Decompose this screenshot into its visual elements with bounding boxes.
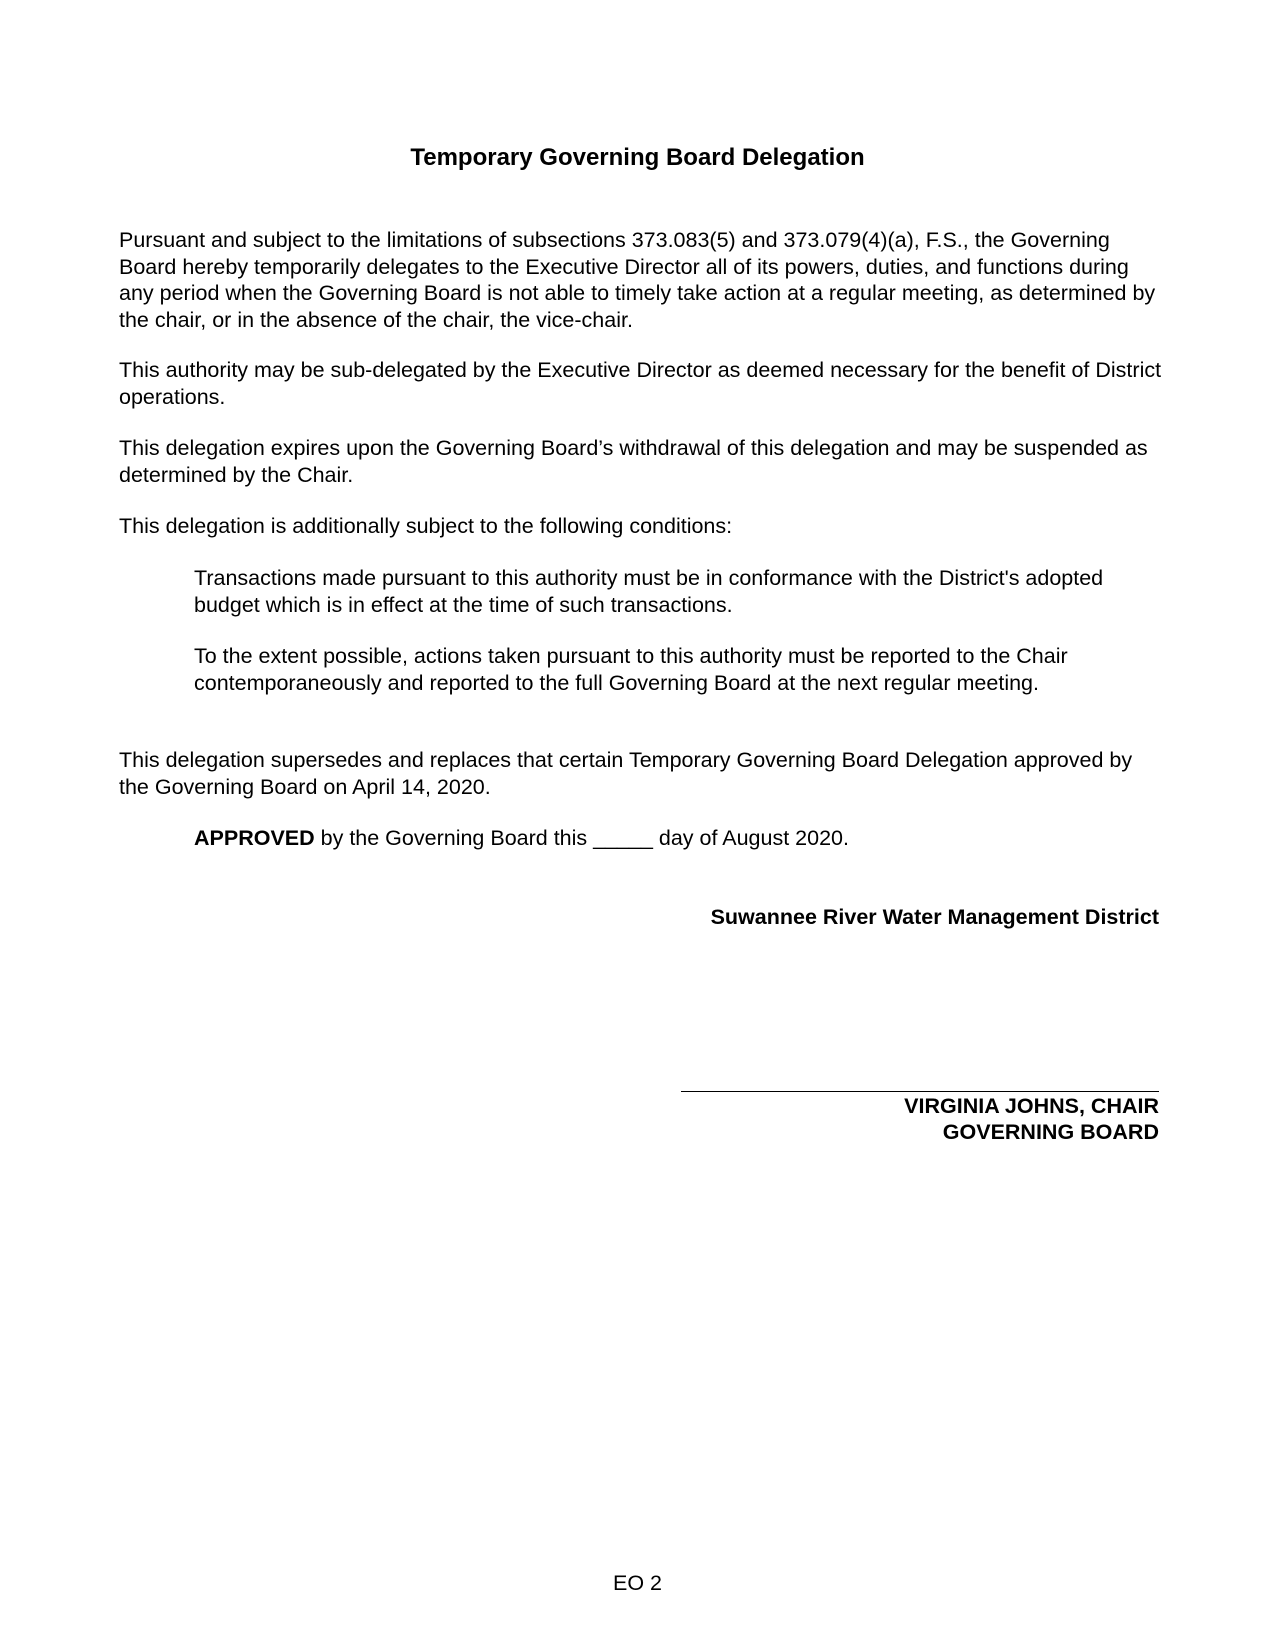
organization-name: Suwannee River Water Management District: [710, 905, 1159, 929]
paragraph-conditions-intro: This delegation is additionally subject to the following conditions:: [119, 514, 733, 538]
paragraph-sub-delegation: This authority may be sub-delegated by the Executive Director as deemed necessary for the benefit of District operations.: [119, 358, 1162, 409]
paragraph-authority: Pursuant and subject to the limitations of subsections 373.083(5) and 373.079(4)(a), F.S., the Governing Board hereby temporarily delegates to the Executive Director all of its powers, duties, and functions during any period when the Governing Board is not able to timely take action at a regular meeting, as determined by the chair, or in the absence of the chair, the vice-chair.: [119, 228, 1156, 332]
approval-bold-label: APPROVED: [194, 826, 315, 850]
condition-budget: Transactions made pursuant to this authority must be in conformance with the District's adopted budget which is in effect at the time of such transactions.: [194, 566, 1104, 617]
paragraph-supersedes: This delegation supersedes and replaces that certain Temporary Governing Board Delegation approved by the Governing Board on April 14, 2020.: [119, 748, 1133, 799]
paragraph-expiration: This delegation expires upon the Governing Board’s withdrawal of this delegation and may be suspended as determined by the Chair.: [119, 436, 1148, 487]
approval-text: by the Governing Board this _____ day of August 2020.: [314, 826, 849, 850]
signatory-title: GOVERNING BOARD: [942, 1120, 1159, 1144]
condition-reporting: To the extent possible, actions taken pursuant to this authority must be reported to the Chair contemporaneously and reported to the full Governing Board at the next regular meeting.: [194, 644, 1068, 695]
signatory-name: VIRGINIA JOHNS, CHAIR: [904, 1094, 1159, 1118]
page-number: EO 2: [613, 1571, 662, 1595]
signature-line: [681, 1091, 1159, 1092]
document-title: Temporary Governing Board Delegation: [410, 144, 865, 171]
approval-line: [194, 825, 1154, 852]
